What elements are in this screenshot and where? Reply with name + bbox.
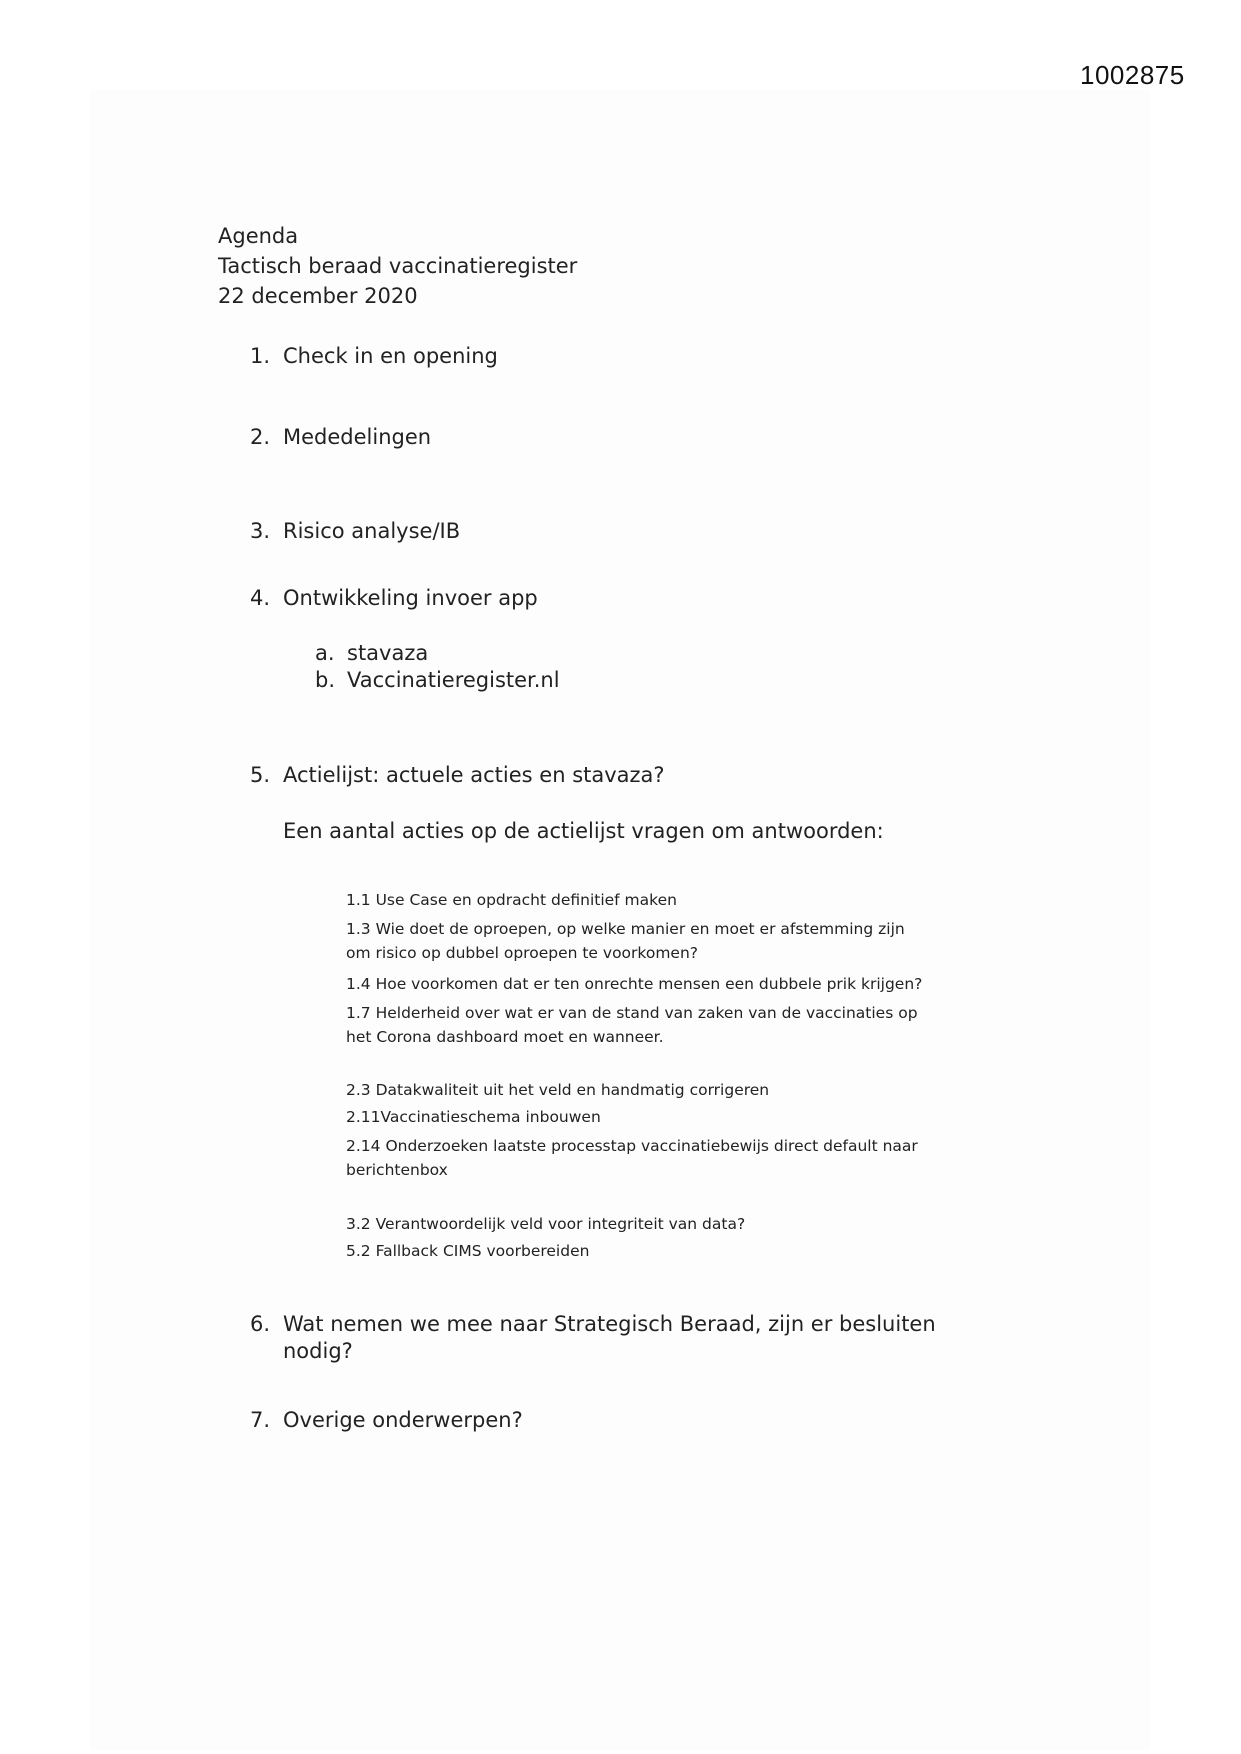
actions-intro: Een aantal acties op de actielijst vragen om antwoorden:	[283, 819, 884, 843]
action-2-3	[346, 1078, 946, 1102]
item-text-line: nodig?	[283, 1339, 353, 1363]
action-line: 1.7 Helderheid over wat er van de stand van zaken van de vaccinaties op	[346, 1004, 918, 1022]
meeting-name: Tactisch beraad vaccinatieregister	[218, 254, 578, 278]
agenda-item-7	[250, 1407, 523, 1434]
item-number: 2.	[250, 425, 271, 449]
item-number: 4.	[250, 586, 271, 610]
item-text	[283, 1311, 936, 1365]
item-text: Actielijst: actuele acties en stavaza?	[283, 763, 665, 787]
sub-item-letter: b.	[315, 668, 336, 692]
action-1-4	[346, 972, 946, 996]
sub-item-text: stavaza	[347, 641, 429, 665]
action-line: 3.2 Verantwoordelijk veld voor integriteit van data?	[346, 1215, 746, 1233]
agenda-title: Agenda	[218, 224, 299, 248]
item-text: Ontwikkeling invoer app	[283, 586, 538, 610]
action-line: om risico op dubbel oproepen te voorkomen?	[346, 944, 699, 962]
agenda-item-4	[250, 585, 538, 612]
item-text: Mededelingen	[283, 425, 432, 449]
sub-item-a	[315, 640, 428, 667]
action-1-3	[346, 917, 946, 965]
agenda-header	[218, 221, 577, 311]
item-number: 7.	[250, 1408, 271, 1432]
sub-item-text: Vaccinatieregister.nl	[347, 668, 560, 692]
action-line: 2.3 Datakwaliteit uit het veld en handmatig corrigeren	[346, 1081, 770, 1099]
action-line: 2.14 Onderzoeken laatste processtap vaccinatiebewijs direct default naar	[346, 1137, 918, 1155]
item-number: 1.	[250, 344, 271, 368]
item-text: Risico analyse/IB	[283, 519, 461, 543]
item-number: 3.	[250, 519, 271, 543]
item-number: 5.	[250, 763, 271, 787]
sub-item-b	[315, 667, 560, 694]
action-1-1	[346, 888, 946, 912]
action-5-2	[346, 1239, 946, 1263]
action-line: 1.4 Hoe voorkomen dat er ten onrechte mensen een dubbele prik krijgen?	[346, 975, 923, 993]
action-2-14	[346, 1134, 946, 1182]
item-number: 6.	[250, 1312, 271, 1336]
action-3-2	[346, 1212, 946, 1236]
action-line: 5.2 Fallback CIMS voorbereiden	[346, 1242, 590, 1260]
action-2-11	[346, 1105, 946, 1129]
agenda-item-1	[250, 343, 498, 370]
sub-item-letter: a.	[315, 641, 335, 665]
item-text: Check in en opening	[283, 344, 498, 368]
action-line: 1.3 Wie doet de oproepen, op welke manier en moet er afstemming zijn	[346, 920, 905, 938]
agenda-item-6	[250, 1311, 936, 1365]
item-text-line: Wat nemen we mee naar Strategisch Beraad, zijn er besluiten	[283, 1312, 936, 1336]
agenda-item-2	[250, 424, 431, 451]
action-1-7	[346, 1001, 946, 1049]
meeting-date: 22 december 2020	[218, 284, 418, 308]
action-line: 2.11Vaccinatieschema inbouwen	[346, 1108, 601, 1126]
action-line: het Corona dashboard moet en wanneer.	[346, 1028, 664, 1046]
action-line: 1.1 Use Case en opdracht definitief maken	[346, 891, 677, 909]
agenda-item-5	[250, 762, 665, 789]
item-text: Overige onderwerpen?	[283, 1408, 523, 1432]
document-number: 1002875	[1080, 60, 1185, 90]
agenda-item-3	[250, 518, 460, 545]
action-line: berichtenbox	[346, 1161, 448, 1179]
